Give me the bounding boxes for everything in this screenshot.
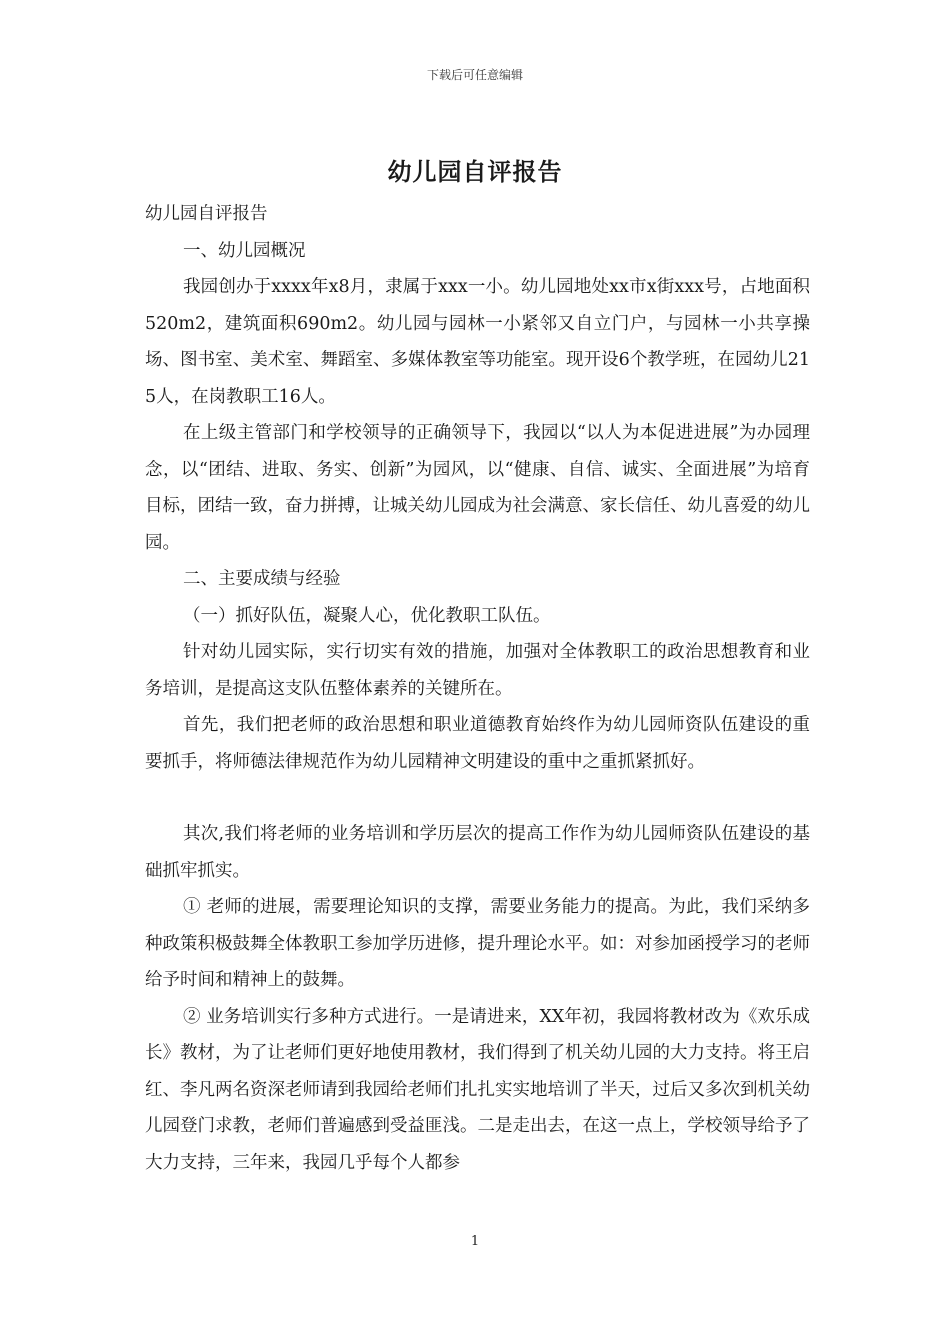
document-title: 幼儿园自评报告 <box>387 158 563 186</box>
paragraph-second: 其次,我们将老师的业务培训和学历层次的提高工作作为幼儿园师资队伍建设的基础抓牢抓实。 <box>145 824 810 881</box>
body-subtitle: 幼儿园自评报告 <box>145 204 268 224</box>
paragraph-item-1: ① 老师的进展，需要理论知识的支撑，需要业务能力的提高。为此，我们采纳多种政策积极鼓舞全体教职工参加学历进修，提升理论水平。如：对参加函授学习的老师给予时间和精神上的鼓舞。 <box>145 897 810 990</box>
paragraph-philosophy: 在上级主管部门和学校领导的正确领导下，我园以“以人为本促进进展”为办园理念，以“团结、进取、务实、创新”为园风，以“健康、自信、诚实、全面进展”为培育目标，团结一致，奋力拼搏，让城关幼儿园成为社会满意、家长信任、幼儿喜爱的幼儿园。 <box>145 423 810 553</box>
paragraph-measures: 针对幼儿园实际，实行切实有效的措施，加强对全体教职工的政治思想教育和业务培训，是提高这支队伍整体素养的关键所在。 <box>145 642 810 699</box>
section-heading-achievements: 二、主要成绩与经验 <box>183 569 341 589</box>
paragraph-item-2: ② 业务培训实行多种方式进行。一是请进来，XX年初，我园将教材改为《欢乐成长》教材，为了让老师们更好地使用教材，我们得到了机关幼儿园的大力支持。将王启红、李凡两名资深老师请到我园给老师们扎扎实实地培训了半天，过后又多次到机关幼儿园登门求教，老师们普遍感到受益匪浅。二是走出去，在这一点上，学校领导给予了大力支持，三年来，我园几乎每个人都参 <box>145 1006 810 1173</box>
document-body <box>145 196 810 1181</box>
paragraph-first: 首先，我们把老师的政治思想和职业道德教育始终作为幼儿园师资队伍建设的重要抓手，将师德法律规范作为幼儿园精神文明建设的重中之重抓紧抓好。 <box>145 715 810 772</box>
page-number: 1 <box>470 1234 480 1249</box>
section-heading-overview: 一、幼儿园概况 <box>183 240 306 261</box>
paragraph-overview: 我园创办于xxxx年x8月，隶属于xxx一小。幼儿园地处xx市x街xxx号，占地面积520m2，建筑面积690m2。幼儿园与园林一小紧邻又自立门户，与园林一小共享操场、图书室、美术室、舞蹈室、多媒体教室等功能室。现开设6个教学班，在园幼儿215人，在岗教职工16人。 <box>145 277 810 407</box>
subsection-heading-team: （一）抓好队伍，凝聚人心，优化教职工队伍。 <box>183 605 551 626</box>
page-header-note: 下载后可任意编辑 <box>426 68 523 82</box>
